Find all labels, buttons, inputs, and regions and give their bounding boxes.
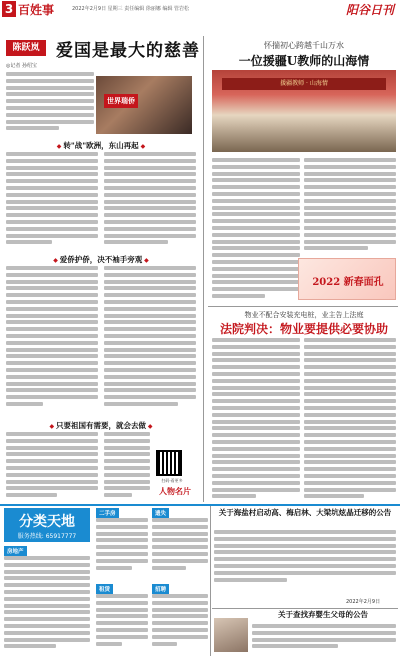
body-col-2b — [104, 266, 196, 416]
classroom-banner: 援疆教师 · 山海情 — [222, 78, 386, 90]
notice-1-title: 关于海盐村启动高、梅启林、大梁坑炫晶迁移的公告 — [218, 508, 392, 517]
notice-rule — [212, 608, 398, 609]
body-col-1a — [6, 152, 98, 252]
classified-title: 分类天地 — [19, 514, 75, 530]
property-headline: 法院判决：物业要提供必要协助 — [219, 322, 388, 336]
property-col-b — [304, 338, 396, 502]
property-kicker: 物业不配合安装充电桩，业主告上法庭 — [244, 311, 364, 319]
notice-divider — [210, 506, 211, 656]
subhead-2: ◆ 爱侨护侨，决不袖手旁观 ◆ — [53, 255, 149, 264]
lead-byline: ◎记者 孙绍宝 — [6, 63, 37, 69]
right-col-a — [212, 158, 300, 304]
body-col-3a — [6, 432, 98, 502]
lead-name-tag: 陈跃岚 — [6, 40, 46, 56]
photo-badge: 世界瑞侨 — [104, 94, 138, 108]
section-title: 百姓事 — [18, 3, 55, 17]
category-tag: 二手房 — [96, 508, 119, 518]
right-headline: 一位援疆U教师的山海情 — [238, 54, 370, 68]
lead-headline: 爱国是最大的慈善 — [56, 41, 200, 61]
classified-col-2b — [96, 594, 148, 652]
category-tag: 招聘 — [152, 584, 169, 594]
page-number: 3 — [2, 1, 16, 17]
classroom-photo — [212, 70, 396, 152]
subhead-1: ◆ 转"战"欧洲，东山再起 ◆ — [56, 141, 146, 150]
notice-1-body — [214, 530, 396, 592]
classified-col-3b — [152, 594, 208, 652]
new-year-promo[interactable] — [298, 258, 396, 300]
notice-2-body — [252, 624, 396, 654]
classified-header — [4, 508, 90, 542]
body-col-3b — [104, 432, 150, 502]
infant-photo — [214, 618, 248, 652]
category-tag: 房地产 — [4, 546, 27, 556]
classified-col-3a — [152, 518, 208, 578]
lead-intro-text — [6, 72, 94, 136]
classified-phone: 服务热线: 65917777 — [17, 533, 77, 540]
classified-col-1 — [4, 556, 90, 652]
right-col-b — [304, 158, 396, 254]
promo-text: 2022 新春面孔 — [312, 277, 384, 288]
issue-meta: 2022年2月9日 星期三 责任编辑 徐丽娜 编辑 管岩松 — [72, 6, 190, 12]
body-col-2a — [6, 266, 98, 416]
lead-photo — [96, 76, 192, 134]
person-card-title: 人物名片 — [159, 487, 191, 496]
qr-code-icon[interactable] — [156, 450, 182, 476]
notice-date: 2022年2月9日 — [346, 599, 381, 605]
right-divider — [208, 306, 398, 307]
right-kicker: 怀揣初心跨越千山万水 — [264, 41, 344, 50]
qr-label: 扫码·看更多 — [161, 478, 183, 483]
classified-rule — [0, 504, 400, 506]
property-col-a — [212, 338, 300, 502]
classified-col-2a — [96, 518, 148, 578]
subhead-3: ◆ 只要祖国有需要，就会去做 ◆ — [49, 421, 153, 430]
category-tag: 租赁 — [96, 584, 113, 594]
column-divider — [203, 36, 204, 502]
notice-2-title: 关于查找弃婴生父母的公告 — [278, 610, 368, 619]
category-tag: 遗失 — [152, 508, 169, 518]
body-col-1b — [104, 152, 196, 252]
paper-logo: 阳谷日刊 — [345, 3, 394, 17]
